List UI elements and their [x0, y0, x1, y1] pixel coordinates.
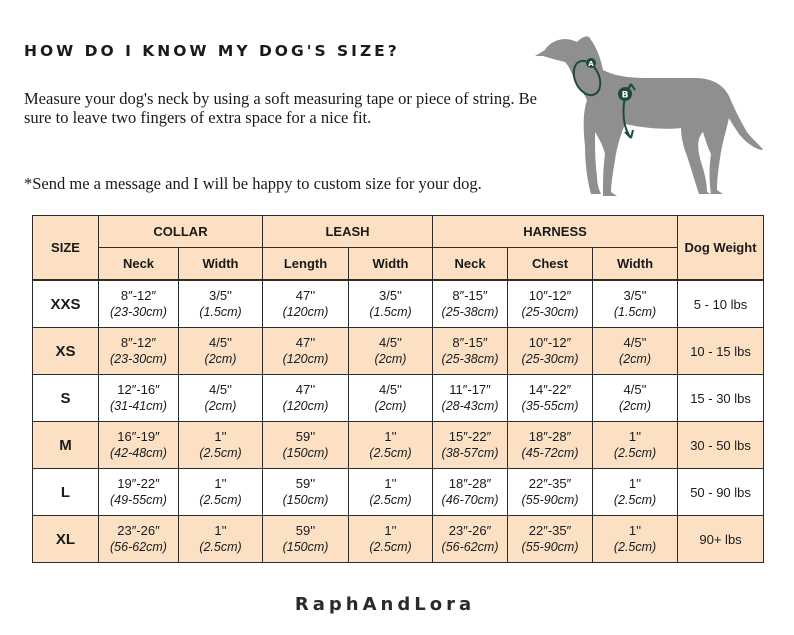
table-row [33, 328, 764, 375]
measurement-inches: 16″-19″ [117, 429, 160, 444]
measurement-cell [433, 516, 508, 563]
size-chart [32, 215, 763, 563]
measurement-metric: (25-30cm) [521, 352, 579, 366]
brand-name: RaphAndLora [294, 594, 476, 615]
measurement-metric: (23-30cm) [110, 305, 167, 319]
measurement-inches: 8″-15″ [452, 288, 488, 303]
measurement-cell [179, 516, 263, 563]
measurement-metric: (2cm) [374, 352, 407, 366]
measurement-inches: 1'' [628, 429, 642, 444]
measurement-metric: (1.5cm) [613, 305, 657, 319]
measurement-inches: 4/5'' [208, 335, 233, 350]
measurement-metric: (1.5cm) [199, 305, 242, 319]
measurement-metric: (49-55cm) [110, 493, 167, 507]
measurement-cell [99, 516, 179, 563]
measurement-inches: 23″-26″ [117, 523, 160, 538]
measurement-cell [508, 280, 593, 328]
measurement-cell [99, 469, 179, 516]
measurement-inches: 59'' [295, 523, 316, 538]
measurement-inches: 8″-12″ [120, 288, 157, 303]
measurement-metric: (2cm) [204, 399, 237, 413]
dog-weight-cell: 5 - 10 lbs [678, 280, 764, 328]
measurement-inches: 8″-15″ [452, 335, 488, 350]
size-label: XS [33, 328, 99, 375]
dog-weight-cell: 50 - 90 lbs [678, 469, 764, 516]
size-label: L [33, 469, 99, 516]
measurement-inches: 22″-35″ [528, 476, 572, 491]
dog-weight-cell: 30 - 50 lbs [678, 422, 764, 469]
measurement-cell [593, 375, 678, 422]
measurement-metric: (55-90cm) [521, 540, 579, 554]
table-row [33, 469, 764, 516]
measurement-inches: 15″-22″ [448, 429, 492, 444]
marker-a-label: A [588, 60, 594, 68]
table-row [33, 280, 764, 328]
measurement-cell [263, 280, 349, 328]
measurement-inches: 3/5'' [208, 288, 233, 303]
measurement-cell [593, 469, 678, 516]
measurement-metric: (42-48cm) [110, 446, 167, 460]
measurement-metric: (25-38cm) [441, 352, 499, 366]
measurement-inches: 59'' [295, 429, 316, 444]
measurement-inches: 12″-16″ [117, 382, 160, 397]
measurement-cell [349, 422, 433, 469]
measurement-metric: (46-70cm) [441, 493, 499, 507]
measurement-metric: (120cm) [282, 399, 329, 413]
measurement-inches: 8″-12″ [120, 335, 157, 350]
table-row [33, 375, 764, 422]
measurement-metric: (150cm) [282, 446, 329, 460]
measurement-inches: 4/5'' [623, 382, 647, 397]
measurement-inches: 4/5'' [623, 335, 647, 350]
subheader-collar-neck: Neck [99, 248, 179, 281]
measurement-metric: (2.5cm) [369, 540, 412, 554]
measurement-metric: (2.5cm) [613, 493, 657, 507]
measurement-metric: (2.5cm) [613, 540, 657, 554]
measurement-cell [349, 375, 433, 422]
measurement-cell [179, 469, 263, 516]
size-table [32, 215, 764, 563]
measurement-cell [263, 516, 349, 563]
measurement-metric: (120cm) [282, 352, 329, 366]
measurement-metric: (38-57cm) [441, 446, 499, 460]
measurement-cell [349, 280, 433, 328]
measurement-metric: (25-30cm) [521, 305, 579, 319]
measurement-cell [349, 469, 433, 516]
subheader-leash-length: Length [263, 248, 349, 281]
leash-header: LEASH [263, 216, 433, 248]
measurement-cell [508, 422, 593, 469]
size-label: S [33, 375, 99, 422]
measurement-inches: 4/5'' [378, 335, 403, 350]
measurement-inches: 3/5'' [623, 288, 647, 303]
measurement-inches: 18″-28″ [448, 476, 492, 491]
marker-b-label: B [621, 90, 629, 101]
measurement-cell [263, 469, 349, 516]
measurement-cell [508, 375, 593, 422]
size-header: SIZE [33, 216, 99, 281]
measurement-cell [179, 280, 263, 328]
dog-weight-cell: 15 - 30 lbs [678, 375, 764, 422]
measurement-inches: 23″-26″ [448, 523, 492, 538]
measurement-inches: 4/5'' [208, 382, 233, 397]
measurement-inches: 1'' [214, 476, 227, 491]
measurement-inches: 1'' [628, 476, 642, 491]
measurement-inches: 1'' [214, 523, 227, 538]
measurement-metric: (2.5cm) [613, 446, 657, 460]
measurement-inches: 10″-12″ [528, 335, 572, 350]
subheader-collar-width: Width [179, 248, 263, 281]
measurement-metric: (45-72cm) [521, 446, 579, 460]
measurement-inches: 1'' [628, 523, 642, 538]
table-row [33, 516, 764, 563]
measurement-cell [433, 375, 508, 422]
measurement-metric: (56-62cm) [110, 540, 167, 554]
measurement-cell [508, 328, 593, 375]
measurement-metric: (56-62cm) [441, 540, 499, 554]
measurement-metric: (35-55cm) [521, 399, 579, 413]
measurement-inches: 1'' [384, 476, 397, 491]
measurement-cell [99, 280, 179, 328]
measurement-cell [433, 280, 508, 328]
subheader-harness-neck: Neck [433, 248, 508, 281]
measurement-metric: (2cm) [619, 352, 651, 366]
measurement-cell [349, 516, 433, 563]
measurement-cell [433, 328, 508, 375]
harness-header: HARNESS [433, 216, 678, 248]
measurement-inches: 19″-22″ [117, 476, 160, 491]
measurement-metric: (2.5cm) [199, 493, 242, 507]
measurement-inches: 1'' [214, 429, 227, 444]
measurement-cell [99, 375, 179, 422]
measurement-metric: (150cm) [282, 493, 329, 507]
measurement-cell [349, 328, 433, 375]
measurement-metric: (1.5cm) [369, 305, 412, 319]
measurement-inches: 47'' [295, 335, 316, 350]
measurement-inches: 22″-35″ [528, 523, 572, 538]
size-label: XXS [33, 280, 99, 328]
measurement-metric: (2cm) [204, 352, 237, 366]
measurement-metric: (55-90cm) [521, 493, 579, 507]
measurement-inches: 4/5'' [378, 382, 403, 397]
measurement-inches: 18″-28″ [528, 429, 572, 444]
measurement-inches: 1'' [384, 429, 397, 444]
measurement-cell [99, 328, 179, 375]
measurement-inches: 59'' [295, 476, 316, 491]
measurement-metric: (2cm) [619, 399, 651, 413]
measurement-cell [593, 280, 678, 328]
measurement-inches: 10″-12″ [528, 288, 572, 303]
measurement-cell [593, 328, 678, 375]
dog-weight-header: Dog Weight [678, 216, 764, 281]
measurement-inches: 47'' [295, 288, 316, 303]
dog-weight-cell: 10 - 15 lbs [678, 328, 764, 375]
measurement-metric: (150cm) [282, 540, 329, 554]
size-label: XL [33, 516, 99, 563]
measurement-cell [508, 469, 593, 516]
measurement-inches: 14″-22″ [528, 382, 572, 397]
page-title: HOW DO I KNOW MY DOG'S SIZE? [24, 42, 400, 60]
measurement-metric: (23-30cm) [110, 352, 167, 366]
table-row [33, 422, 764, 469]
measurement-cell [179, 328, 263, 375]
measurement-metric: (31-41cm) [110, 399, 167, 413]
measurement-inches: 11″-17″ [449, 382, 491, 397]
dog-weight-cell: 90+ lbs [678, 516, 764, 563]
measurement-cell [433, 469, 508, 516]
dog-silhouette-icon [535, 36, 763, 196]
measurement-inches: 1'' [384, 523, 397, 538]
measurement-metric: (2.5cm) [199, 446, 242, 460]
measurement-cell [263, 375, 349, 422]
measurement-inches: 47'' [295, 382, 316, 397]
subheader-leash-width: Width [349, 248, 433, 281]
measure-instructions: Measure your dog's neck by using a soft measuring tape or piece of string. Be sure to leave two fingers of extra space for a nice fit. [24, 89, 537, 127]
measurement-metric: (2.5cm) [369, 446, 412, 460]
measurement-cell [433, 422, 508, 469]
measurement-metric: (2cm) [374, 399, 407, 413]
size-label: M [33, 422, 99, 469]
measurement-metric: (2.5cm) [199, 540, 242, 554]
measurement-cell [593, 422, 678, 469]
measurement-metric: (28-43cm) [441, 399, 499, 413]
measurement-metric: (120cm) [282, 305, 329, 319]
measurement-cell [263, 328, 349, 375]
collar-header: COLLAR [99, 216, 263, 248]
measurement-metric: (2.5cm) [369, 493, 412, 507]
measurement-cell [99, 422, 179, 469]
measurement-cell [263, 422, 349, 469]
measurement-cell [508, 516, 593, 563]
measurement-cell [593, 516, 678, 563]
custom-size-note: *Send me a message and I will be happy to custom size for your dog. [24, 174, 482, 193]
measurement-cell [179, 422, 263, 469]
measurement-inches: 3/5'' [378, 288, 403, 303]
subheader-harness-width: Width [593, 248, 678, 281]
measurement-metric: (25-38cm) [441, 305, 499, 319]
measurement-cell [179, 375, 263, 422]
dog-measurement-diagram [525, 22, 765, 202]
subheader-harness-chest: Chest [508, 248, 593, 281]
